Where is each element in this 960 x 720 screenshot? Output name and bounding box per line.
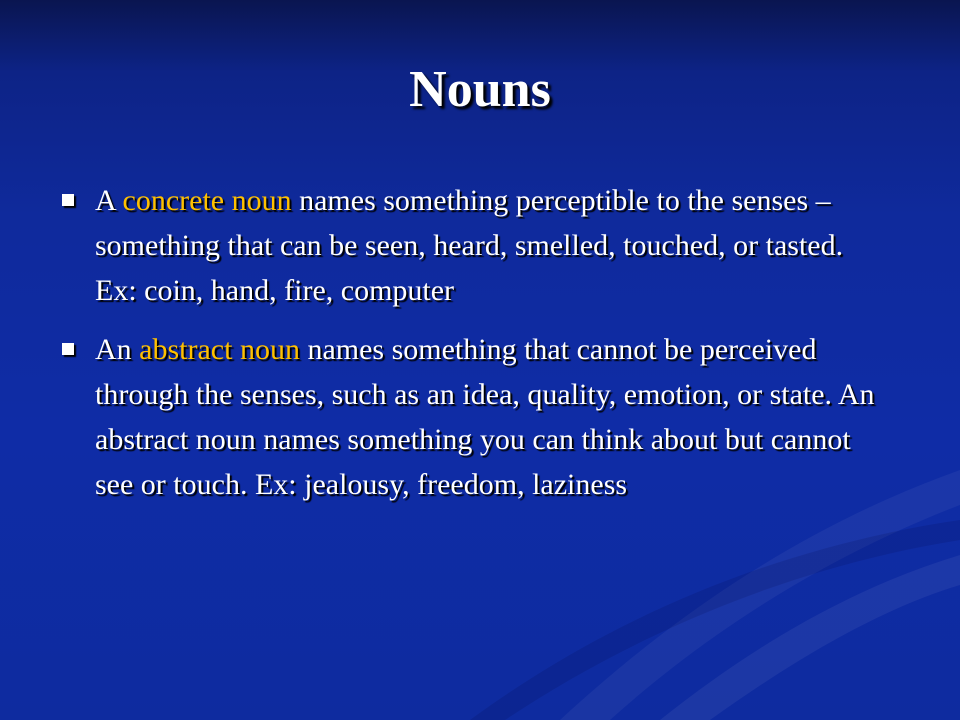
bullet-text-after: names something perceptible to the senses – something that can be seen, heard, smelled, touched, or tasted. Ex: coin, hand, fire, computer — [95, 184, 844, 307]
bullet-text-before: A — [95, 184, 123, 217]
bullet-abstract-noun — [60, 327, 880, 507]
highlighted-term: abstract noun — [139, 333, 300, 366]
square-bullet-icon — [62, 194, 74, 206]
bullet-list — [60, 178, 880, 521]
slide-title: Nouns — [409, 61, 551, 118]
square-bullet-icon — [62, 343, 74, 355]
highlighted-term: concrete noun — [122, 184, 292, 217]
bullet-concrete-noun — [60, 178, 880, 313]
bullet-text-after: names something that cannot be perceived through the senses, such as an idea, quality, emotion, or state. An abstract noun names something you can think about but cannot see or touch. Ex: jealousy, freedom, laziness — [95, 333, 875, 501]
bullet-text-before: An — [95, 333, 140, 366]
